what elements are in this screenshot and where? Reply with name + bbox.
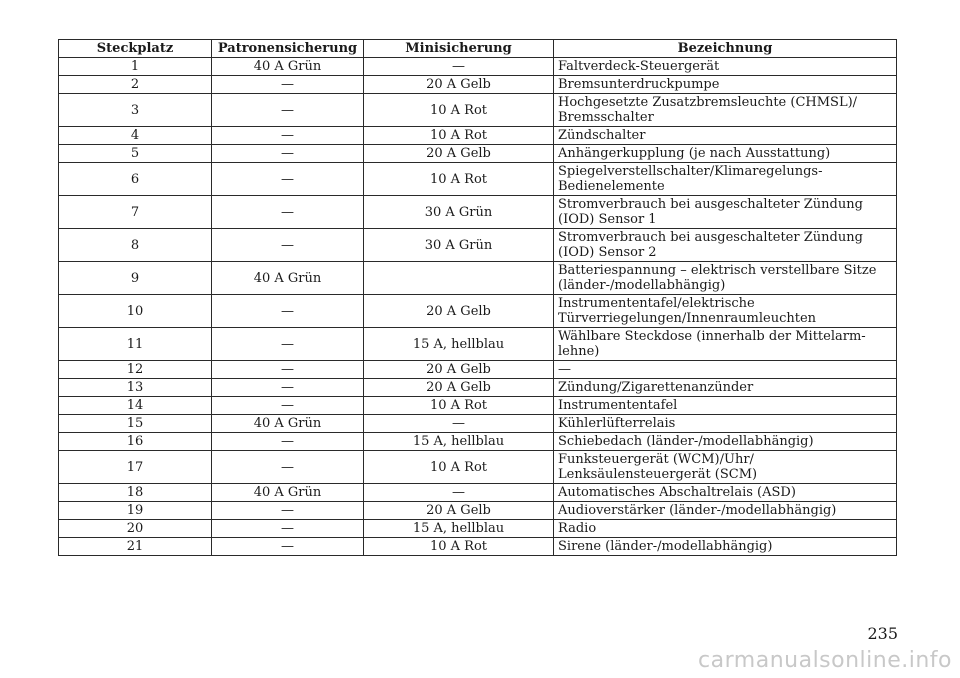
cell-patronensicherung: — bbox=[212, 538, 364, 556]
cell-minisicherung: 30 A Grün bbox=[364, 196, 554, 229]
table-row bbox=[59, 94, 897, 127]
cell-minisicherung: 10 A Rot bbox=[364, 127, 554, 145]
table-row bbox=[59, 379, 897, 397]
cell-patronensicherung: — bbox=[212, 295, 364, 328]
header-steckplatz: Steckplatz bbox=[59, 40, 212, 58]
table-row bbox=[59, 328, 897, 361]
table-row bbox=[59, 361, 897, 379]
table-row bbox=[59, 502, 897, 520]
cell-patronensicherung: 40 A Grün bbox=[212, 58, 364, 76]
table-row bbox=[59, 196, 897, 229]
cell-steckplatz: 13 bbox=[59, 379, 212, 397]
cell-bezeichnung: Anhängerkupplung (je nach Ausstattung) bbox=[554, 145, 897, 163]
cell-patronensicherung: — bbox=[212, 397, 364, 415]
cell-patronensicherung: — bbox=[212, 433, 364, 451]
cell-steckplatz: 10 bbox=[59, 295, 212, 328]
table-row bbox=[59, 229, 897, 262]
cell-bezeichnung: Spiegelverstellschalter/Klimaregelungs- Bedienelemente bbox=[554, 163, 897, 196]
cell-bezeichnung: Stromverbrauch bei ausgeschalteter Zündung (IOD) Sensor 2 bbox=[554, 229, 897, 262]
cell-bezeichnung: Instrumententafel/elektrische Türverriegelungen/Innenraumleuchten bbox=[554, 295, 897, 328]
cell-patronensicherung: — bbox=[212, 127, 364, 145]
cell-steckplatz: 16 bbox=[59, 433, 212, 451]
cell-steckplatz: 1 bbox=[59, 58, 212, 76]
cell-steckplatz: 2 bbox=[59, 76, 212, 94]
cell-patronensicherung: — bbox=[212, 196, 364, 229]
header-patronensicherung: Patronensicherung bbox=[212, 40, 364, 58]
table-row bbox=[59, 76, 897, 94]
cell-steckplatz: 9 bbox=[59, 262, 212, 295]
cell-patronensicherung: — bbox=[212, 328, 364, 361]
table-row bbox=[59, 145, 897, 163]
cell-steckplatz: 6 bbox=[59, 163, 212, 196]
table-row bbox=[59, 538, 897, 556]
cell-bezeichnung: Zündschalter bbox=[554, 127, 897, 145]
table-row bbox=[59, 397, 897, 415]
fuse-table bbox=[58, 39, 897, 556]
cell-patronensicherung: 40 A Grün bbox=[212, 415, 364, 433]
cell-steckplatz: 18 bbox=[59, 484, 212, 502]
cell-patronensicherung: — bbox=[212, 361, 364, 379]
cell-bezeichnung: Hochgesetzte Zusatzbremsleuchte (CHMSL)/ Bremsschalter bbox=[554, 94, 897, 127]
cell-bezeichnung: Schiebedach (länder-/modellabhängig) bbox=[554, 433, 897, 451]
cell-patronensicherung: — bbox=[212, 379, 364, 397]
cell-steckplatz: 21 bbox=[59, 538, 212, 556]
table-row bbox=[59, 262, 897, 295]
cell-steckplatz: 20 bbox=[59, 520, 212, 538]
table-row bbox=[59, 520, 897, 538]
cell-minisicherung: 20 A Gelb bbox=[364, 379, 554, 397]
table-row bbox=[59, 163, 897, 196]
table-row bbox=[59, 433, 897, 451]
cell-minisicherung: — bbox=[364, 58, 554, 76]
cell-bezeichnung: Radio bbox=[554, 520, 897, 538]
cell-patronensicherung: — bbox=[212, 145, 364, 163]
cell-steckplatz: 17 bbox=[59, 451, 212, 484]
cell-bezeichnung: Instrumententafel bbox=[554, 397, 897, 415]
cell-patronensicherung: 40 A Grün bbox=[212, 484, 364, 502]
cell-minisicherung: 10 A Rot bbox=[364, 538, 554, 556]
table-row bbox=[59, 451, 897, 484]
cell-steckplatz: 4 bbox=[59, 127, 212, 145]
cell-minisicherung: 10 A Rot bbox=[364, 451, 554, 484]
cell-minisicherung: 10 A Rot bbox=[364, 163, 554, 196]
cell-minisicherung: — bbox=[364, 484, 554, 502]
table-header-row bbox=[59, 40, 897, 58]
cell-patronensicherung: — bbox=[212, 94, 364, 127]
cell-bezeichnung: Faltverdeck-Steuergerät bbox=[554, 58, 897, 76]
cell-minisicherung: 20 A Gelb bbox=[364, 76, 554, 94]
cell-minisicherung: 20 A Gelb bbox=[364, 145, 554, 163]
cell-steckplatz: 8 bbox=[59, 229, 212, 262]
table-row bbox=[59, 127, 897, 145]
table-row bbox=[59, 58, 897, 76]
cell-bezeichnung: Zündung/Zigarettenanzünder bbox=[554, 379, 897, 397]
cell-steckplatz: 12 bbox=[59, 361, 212, 379]
cell-minisicherung: 20 A Gelb bbox=[364, 502, 554, 520]
cell-patronensicherung: — bbox=[212, 76, 364, 94]
cell-minisicherung: 30 A Grün bbox=[364, 229, 554, 262]
cell-steckplatz: 15 bbox=[59, 415, 212, 433]
page-number: 235 bbox=[867, 624, 898, 643]
header-bezeichnung: Bezeichnung bbox=[554, 40, 897, 58]
table-row bbox=[59, 295, 897, 328]
cell-steckplatz: 5 bbox=[59, 145, 212, 163]
cell-steckplatz: 11 bbox=[59, 328, 212, 361]
cell-steckplatz: 3 bbox=[59, 94, 212, 127]
cell-bezeichnung: Audioverstärker (länder-/modellabhängig) bbox=[554, 502, 897, 520]
cell-bezeichnung: Stromverbrauch bei ausgeschalteter Zündung (IOD) Sensor 1 bbox=[554, 196, 897, 229]
cell-minisicherung: 15 A, hellblau bbox=[364, 433, 554, 451]
cell-bezeichnung: — bbox=[554, 361, 897, 379]
table-row bbox=[59, 415, 897, 433]
cell-patronensicherung: 40 A Grün bbox=[212, 262, 364, 295]
cell-minisicherung: 10 A Rot bbox=[364, 397, 554, 415]
cell-steckplatz: 19 bbox=[59, 502, 212, 520]
cell-steckplatz: 14 bbox=[59, 397, 212, 415]
cell-steckplatz: 7 bbox=[59, 196, 212, 229]
cell-minisicherung: 10 A Rot bbox=[364, 94, 554, 127]
cell-bezeichnung: Bremsunterdruckpumpe bbox=[554, 76, 897, 94]
cell-patronensicherung: — bbox=[212, 163, 364, 196]
cell-minisicherung: — bbox=[364, 415, 554, 433]
cell-bezeichnung: Batteriespannung – elektrisch verstellbare Sitze (länder-/modellabhängig) bbox=[554, 262, 897, 295]
cell-patronensicherung: — bbox=[212, 229, 364, 262]
header-minisicherung: Minisicherung bbox=[364, 40, 554, 58]
cell-patronensicherung: — bbox=[212, 451, 364, 484]
cell-bezeichnung: Wählbare Steckdose (innerhalb der Mittelarm- lehne) bbox=[554, 328, 897, 361]
cell-minisicherung: 15 A, hellblau bbox=[364, 328, 554, 361]
table-row bbox=[59, 484, 897, 502]
cell-patronensicherung: — bbox=[212, 502, 364, 520]
cell-bezeichnung: Automatisches Abschaltrelais (ASD) bbox=[554, 484, 897, 502]
cell-minisicherung: 20 A Gelb bbox=[364, 295, 554, 328]
cell-minisicherung: 20 A Gelb bbox=[364, 361, 554, 379]
cell-minisicherung: 15 A, hellblau bbox=[364, 520, 554, 538]
cell-bezeichnung: Kühlerlüfterrelais bbox=[554, 415, 897, 433]
table-body bbox=[59, 58, 897, 556]
cell-bezeichnung: Sirene (länder-/modellabhängig) bbox=[554, 538, 897, 556]
watermark: carmanualsonline.info bbox=[698, 648, 952, 673]
cell-patronensicherung: — bbox=[212, 520, 364, 538]
cell-minisicherung bbox=[364, 262, 554, 295]
cell-bezeichnung: Funksteuergerät (WCM)/Uhr/ Lenksäulensteuergerät (SCM) bbox=[554, 451, 897, 484]
